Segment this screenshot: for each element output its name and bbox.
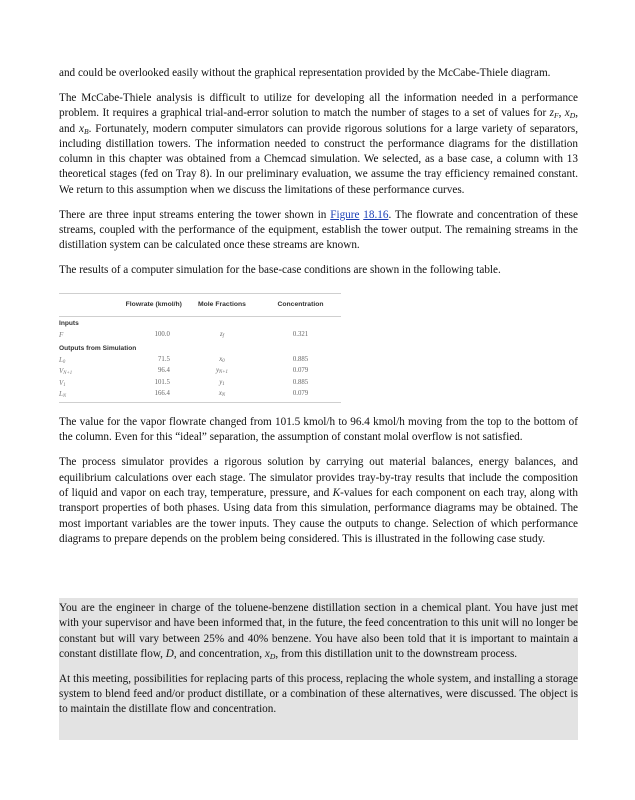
text: , and [59, 107, 578, 135]
figure-link[interactable]: Figure [330, 208, 360, 221]
math-xd-case: $x_D$ [264, 647, 276, 661]
text: , [558, 107, 565, 120]
table-row: $L_0$ 71.5 $x_0$ 0.885 [59, 355, 309, 365]
text: The process simulator provides a rigorous solution by carrying out material balances, energy balances, and equilibrium calculations over each stage. The simulator provides tray-by-tray results that include the composition of liquid and vapor on each tray, temperature, pressure, and [59, 456, 578, 500]
text: , and concentration, [173, 647, 265, 660]
paragraph-1: and could be overlooked easily without the graphical representation provided by the McCabe-Thiele diagram. [59, 67, 551, 79]
text: There are three input streams entering the tower shown in [59, 208, 331, 221]
table-row: F 100.0 $z_f$ 0.321 [59, 331, 309, 340]
section-outputs: Outputs from Simulation [59, 344, 137, 352]
paragraph-mccabe-thiele [59, 91, 578, 198]
math-zf: $z_F$ [549, 107, 559, 121]
case-study-box [59, 598, 578, 740]
document-body [59, 66, 578, 557]
text: , from this distillation unit to the downstream process. [275, 647, 518, 660]
text: The McCabe-Thiele analysis is difficult to utilize for developing all the information needed in a performance problem. It requires a graphical trial-and-error solution to match the number of stages to a set of values for [59, 91, 578, 120]
math-xd: $x_D$ [564, 107, 576, 121]
header-flowrate: Flowrate (kmol/h) [113, 293, 184, 316]
paragraph-vapor-flowrate: The value for the vapor flowrate changed from 101.5 kmol/h to 96.4 kmol/h moving from the top to the bottom of the column. Even for this “ideal” separation, the assumption of constant molal overflow is not satisfied. [59, 416, 578, 444]
math-d: D [165, 647, 174, 660]
figure-number-link[interactable]: 18.16 [363, 208, 389, 221]
text: . Fortunately, modern computer simulators can provide rigorous solutions for a large variety of separators, including distillation towers. The information needed to construct the performance diagrams for the distillation column in this chapter was obtained from a Chemcad simulation. We selected, as a base case, a column with 13 theoretical stages (fed on Tray 8). In our preliminary evaluation, we assume the tray efficiency remained constant. We return to this assumption when we discuss the limitations of these performance curves. [59, 122, 578, 196]
case-study-paragraph-2: At this meeting, possibilities for replacing parts of this process, replacing the whole system, and installing a storage system to blend feed and/or product distillate, or a combination of these alternatives, were discussed. The object is to maintain the distillate flow and concentration. [59, 672, 578, 716]
text: You are the engineer in charge of the toluene-benzene distillation section in a chemical plant. You have just met with your supervisor and have been informed that, in the future, the feed concentration to this unit will no longer be constant but will vary between 25% and 40% benzene. You have also been told that it is important to maintain a constant distillate flow, [59, 602, 578, 660]
paragraph-process-simulator [59, 455, 578, 547]
header-concentration: Concentration [260, 293, 341, 316]
math-k: K [332, 487, 341, 500]
math-xb: $x_B$ [79, 122, 89, 136]
header-mole-fractions: Mole Fractions [184, 293, 260, 316]
paragraph-simulation-results: The results of a computer simulation for the base-case conditions are shown in the following table. [59, 264, 501, 277]
table-row: $V_1$ 101.5 $y_1$ 0.885 [59, 378, 309, 388]
paragraph-input-streams [59, 208, 578, 254]
simulation-results-table [59, 293, 341, 404]
table-row: $L_N$ 166.4 $x_N$ 0.079 [59, 389, 341, 403]
section-inputs: Inputs [59, 319, 79, 327]
case-study-paragraph-1 [59, 601, 578, 662]
text: . The flowrate and concentration of these streams, coupled with the performance of the equipment, establish the tower output. The remaining streams in the distillation system can be calculated once these streams are known. [59, 208, 578, 252]
text: -values for each component on each tray, along with transport properties of both phases. Using data from this simulation, performance diagrams may be obtained. The most important variables are the tower inputs. They cause the outputs to change. Selection of which performance diagrams to prepare depends on the problem being considered. This is illustrated in the following case study. [59, 487, 579, 545]
table-row: $V_{N+1}$ 96.4 $y_{N+1}$ 0.079 [59, 367, 309, 377]
